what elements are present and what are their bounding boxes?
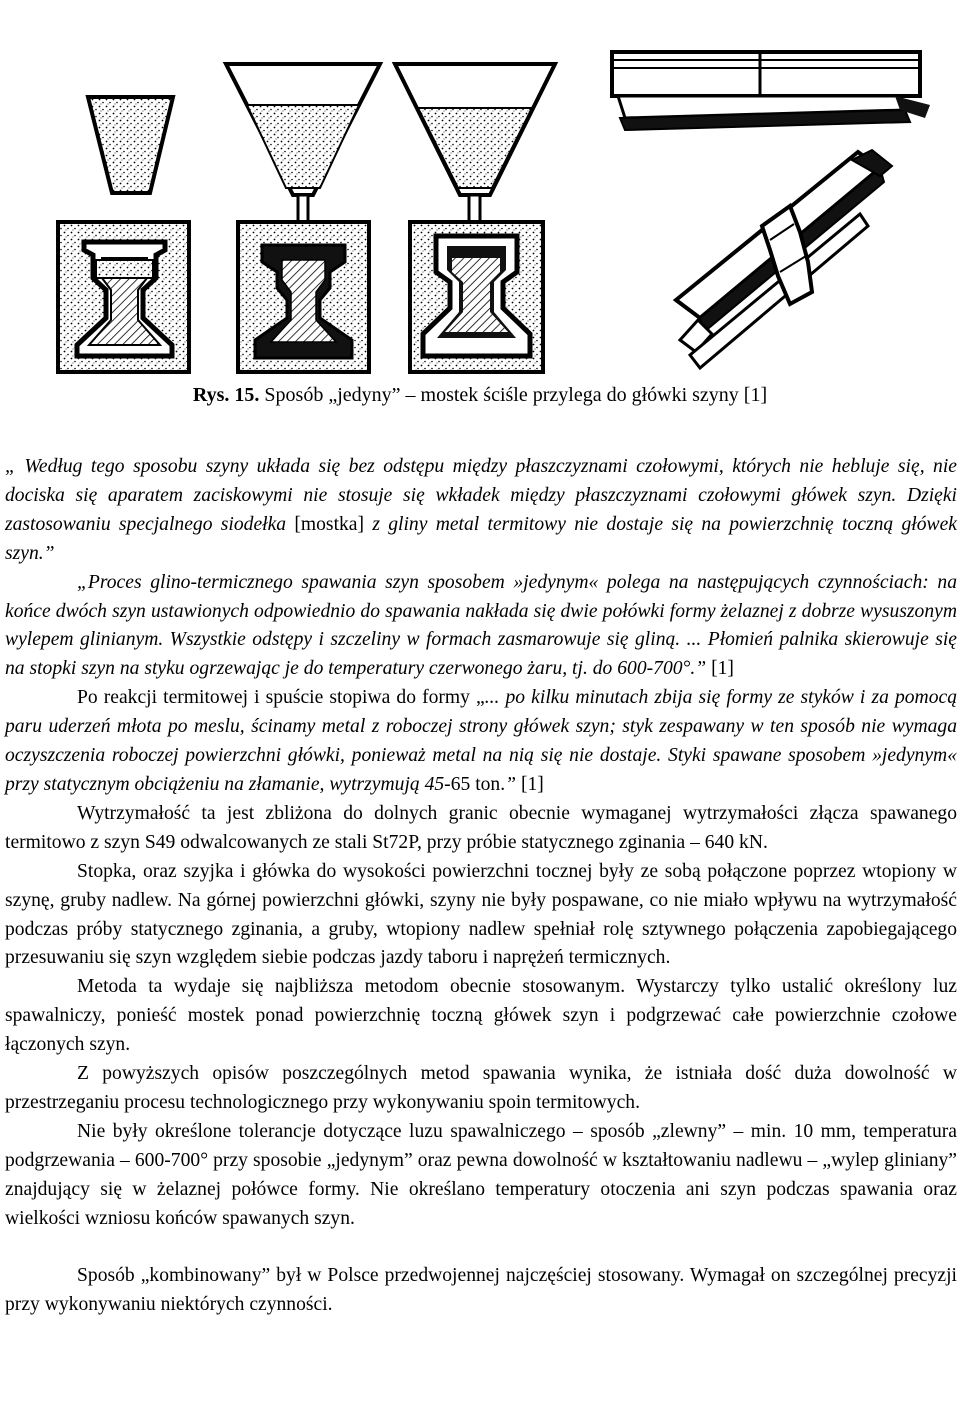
text-run: 65 ton. [450, 773, 506, 795]
text-run: Stopka, oraz szyjka i główka do wysokości powierzchni tocznej były ze sobą połączone poprzez wtopiony w szynę, gruby nadlew. Na górnej powierzchni główki, szyny nie były pospawane, co nie miało wpływu na wytrzymałość podczas próby statycznego zginania, a gruby, wtopiony nadlew spełniał rolę sztywnego połączenia zapobiegającego przesuwaniu się szyn względem siebie podczas jazdy taboru i naprężeń termicznych. [5, 860, 957, 969]
figure-caption [0, 381, 960, 409]
text-run: Wytrzymałość ta jest zbliżona do dolnych granic obecnie wymaganej wytrzymałości złącza spawanego termitowo z szyn S49 odwalcowanych ze stali St72P, przy próbie statycznego zginania – 640 kN. [5, 802, 957, 853]
paragraph [5, 1060, 957, 1118]
text-run: [mostka] [294, 513, 365, 535]
stage-1-mould-drawing [58, 97, 189, 372]
text-run: ” [505, 773, 517, 795]
paragraph [5, 800, 957, 858]
figure-caption-text: Sposób „jedyny” – mostek ściśle przylega do główki szyny [1] [264, 384, 768, 406]
paragraph [5, 684, 957, 800]
text-run: z gliny metal termitowy nie dostaje się na powierzchnię toczną główek szyn.” [5, 513, 957, 564]
text-run: Metoda ta wydaje się najbliższa metodom obecnie stosowanym. Wystarczy tylko ustalić określony luz spawalniczy, ponieść mostek ponad powierzchnię toczną główek szyn i podgrzewać całe powierzchnie czołowe łączonych szyn. [5, 976, 957, 1056]
paragraph [5, 1262, 957, 1320]
text-run: „Proces glino-termicznego spawania szyn sposobem »jedynym« polega na następujących czynnościach: na końce dwóch szyn ustawionych odpowiednio do spawania nakłada się dwie połówki formy żelaznej z dobrze wysuszonym wylepem glinianym. Wszystkie odstępy i szczeliny w formach zasmarowuje się gliną. ... Płomień palnika skierowuje się na stopki szyn na styku ogrzewając je do temperatury czerwonego żaru, tj. do 600-700°.” [5, 571, 957, 680]
paragraph [5, 1118, 957, 1234]
paragraph-gap [5, 1233, 957, 1262]
rail-perspective-drawing [676, 150, 892, 368]
figure-illustration [0, 0, 960, 390]
text-run: [1] [516, 773, 544, 795]
rail-side-view-drawing [612, 52, 930, 130]
stage-3-finished-weld-drawing [395, 64, 555, 372]
stage-2-pouring-drawing [226, 64, 380, 372]
paragraph [5, 569, 957, 685]
paragraph [5, 858, 957, 974]
text-run: Sposób „kombinowany” był w Polsce przedwojennej najczęściej stosowany. Wymagał on szczególnej precyzji przy wykonywaniu niektórych czynności. [5, 1265, 957, 1316]
text-run: Nie były określone tolerancje dotyczące luzu spawalniczego – sposób „zlewny” – min. 10 mm, temperatura podgrzewania – 600-700° przy sposobie „jedynym” oraz pewna dowolność w kształtowaniu nadlewu – „wylep gliniany” znajdujący się w żelaznej połówce formy. Nie określano temperatury otoczenia ani szyn podczas spawania oraz wielkości wzniosu końców spawanych szyn. [5, 1120, 957, 1229]
text-run: „ Według tego sposobu szyny układa się bez odstępu między płaszczyznami czołowymi, których nie hebluje się, nie dociska się aparatem zaciskowymi nie stosuje się wkładek między płaszczyznami czołowymi główek szyn. Dzięki zastosowaniu specjalnego siodełka [5, 456, 957, 535]
text-run: Po reakcji termitowej i spuście stopiwa do formy „ [77, 687, 485, 709]
text-run: Z powyższych opisów poszczególnych metod spawania wynika, że istniała dość duża dowolność w przestrzeganiu procesu technologicznego przy wykonywaniu spoin termitowych. [5, 1063, 957, 1113]
text-run: ... po kilku minutach zbija się formy ze styków i za pomocą paru uderzeń młota po meslu, ścinamy metal z roboczej strony główek szyn; styk zespawany w ten sposób nie wymaga oczyszczenia roboczej powierzchni główki, ponieważ metal na nią się nie dostaje. Styki spawane sposobem »jedynym« przy statycznym obciążeniu na złamanie, wytrzymują 45- [5, 687, 957, 795]
body-text [5, 453, 957, 1320]
paragraph [5, 973, 957, 1060]
text-run: [1] [706, 658, 734, 680]
paragraph [5, 453, 957, 569]
figure-number: Rys. 15. [192, 384, 260, 406]
